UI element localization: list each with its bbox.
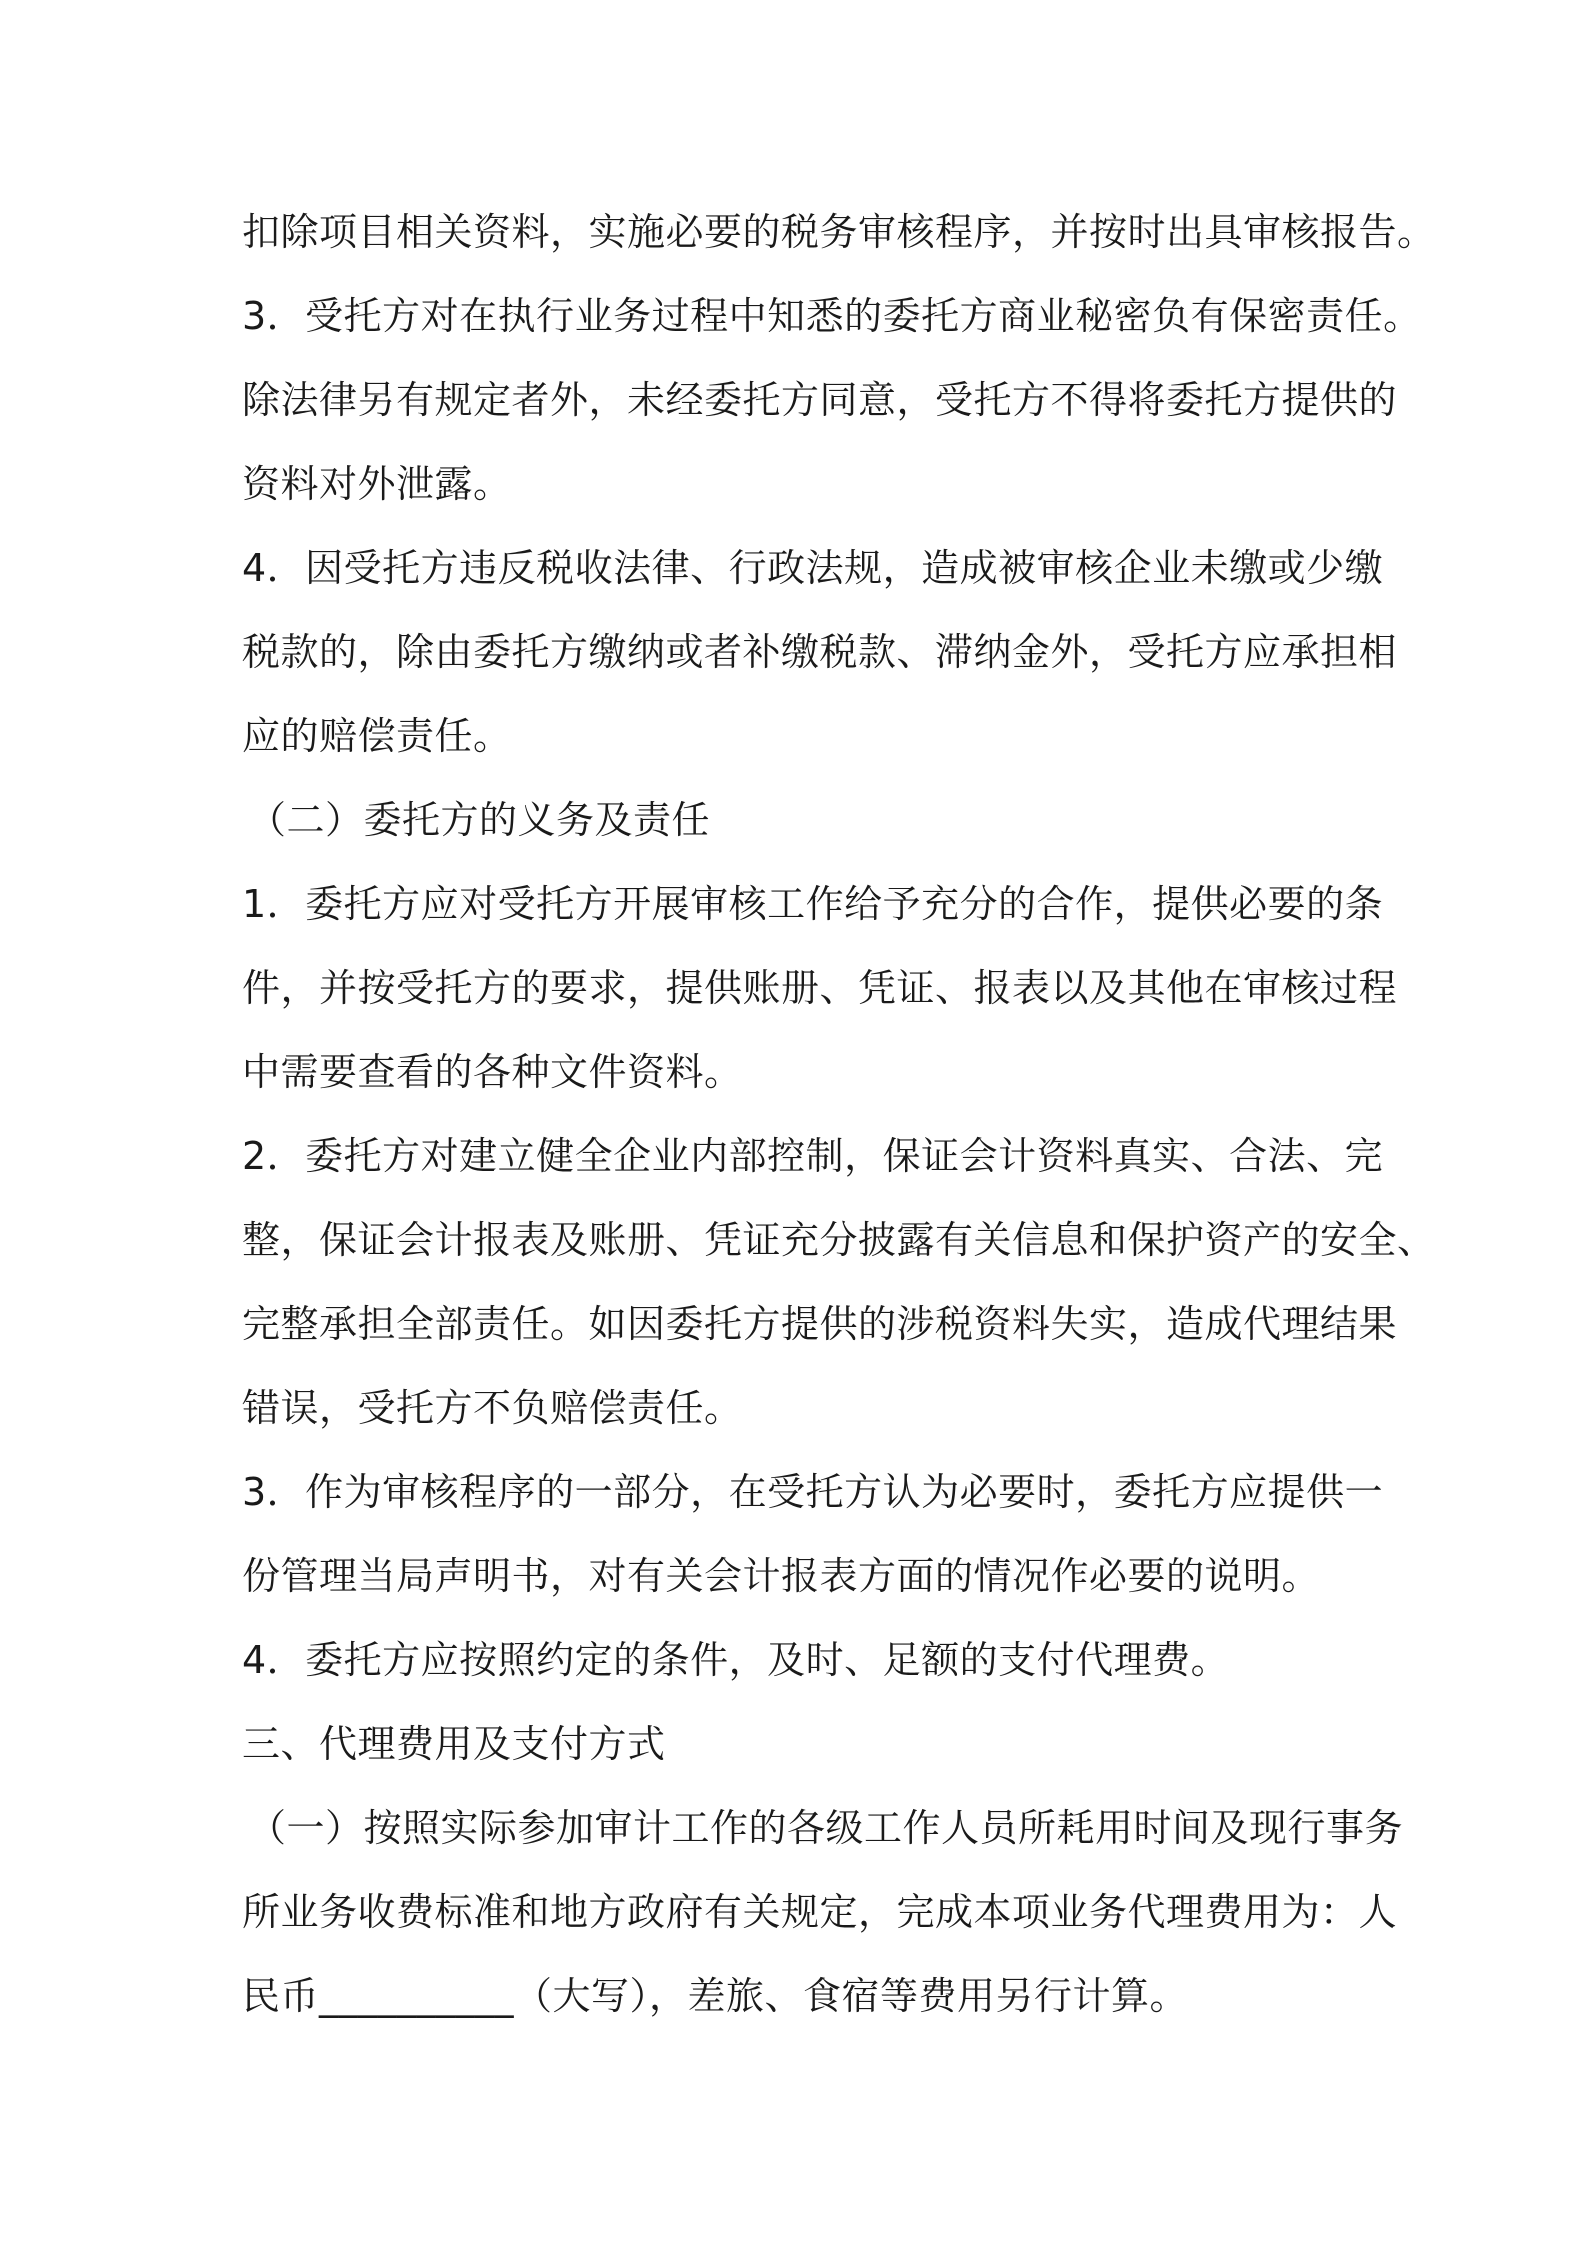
text-line: 2．委托方对建立健全企业内部控制，保证会计资料真实、合法、完 [242,1134,1384,1178]
text-line: 民币__________（大写），差旅、食宿等费用另行计算。 [242,1974,1189,2018]
text-line: 4．委托方应按照约定的条件，及时、足额的支付代理费。 [242,1638,1230,1682]
text-line: 整，保证会计报表及账册、凭证充分披露有关信息和保护资产的安全、 [242,1218,1436,1262]
text-line: 错误，受托方不负赔偿责任。 [242,1386,743,1430]
text-line: 扣除项目相关资料，实施必要的税务审核程序，并按时出具审核报告。 [242,210,1436,254]
text-line: 件，并按受托方的要求，提供账册、凭证、报表以及其他在审核过程 [242,966,1398,1010]
text-line: 3．受托方对在执行业务过程中知悉的委托方商业秘密负有保密责任。 [242,294,1422,338]
section-heading: （二）委托方的义务及责任 [248,798,711,842]
document-body [242,190,1436,2038]
text-line: 1．委托方应对受托方开展审核工作给予充分的合作，提供必要的条 [242,882,1384,926]
text-line: 3．作为审核程序的一部分，在受托方认为必要时，委托方应提供一 [242,1470,1384,1514]
section-heading: 三、代理费用及支付方式 [242,1722,666,1766]
text-line: 所业务收费标准和地方政府有关规定，完成本项业务代理费用为：人 [242,1890,1398,1934]
text-line: 资料对外泄露。 [242,462,512,506]
text-line: （一）按照实际参加审计工作的各级工作人员所耗用时间及现行事务 [248,1806,1404,1850]
text-line: 税款的，除由委托方缴纳或者补缴税款、滞纳金外，受托方应承担相 [242,630,1398,674]
text-line: 份管理当局声明书，对有关会计报表方面的情况作必要的说明。 [242,1554,1321,1598]
text-line: 4．因受托方违反税收法律、行政法规，造成被审核企业未缴或少缴 [242,546,1384,590]
text-line: 除法律另有规定者外，未经委托方同意，受托方不得将委托方提供的 [242,378,1398,422]
text-line: 完整承担全部责任。如因委托方提供的涉税资料失实，造成代理结果 [242,1302,1398,1346]
text-line: 中需要查看的各种文件资料。 [242,1050,743,1094]
text-line: 应的赔偿责任。 [242,714,512,758]
